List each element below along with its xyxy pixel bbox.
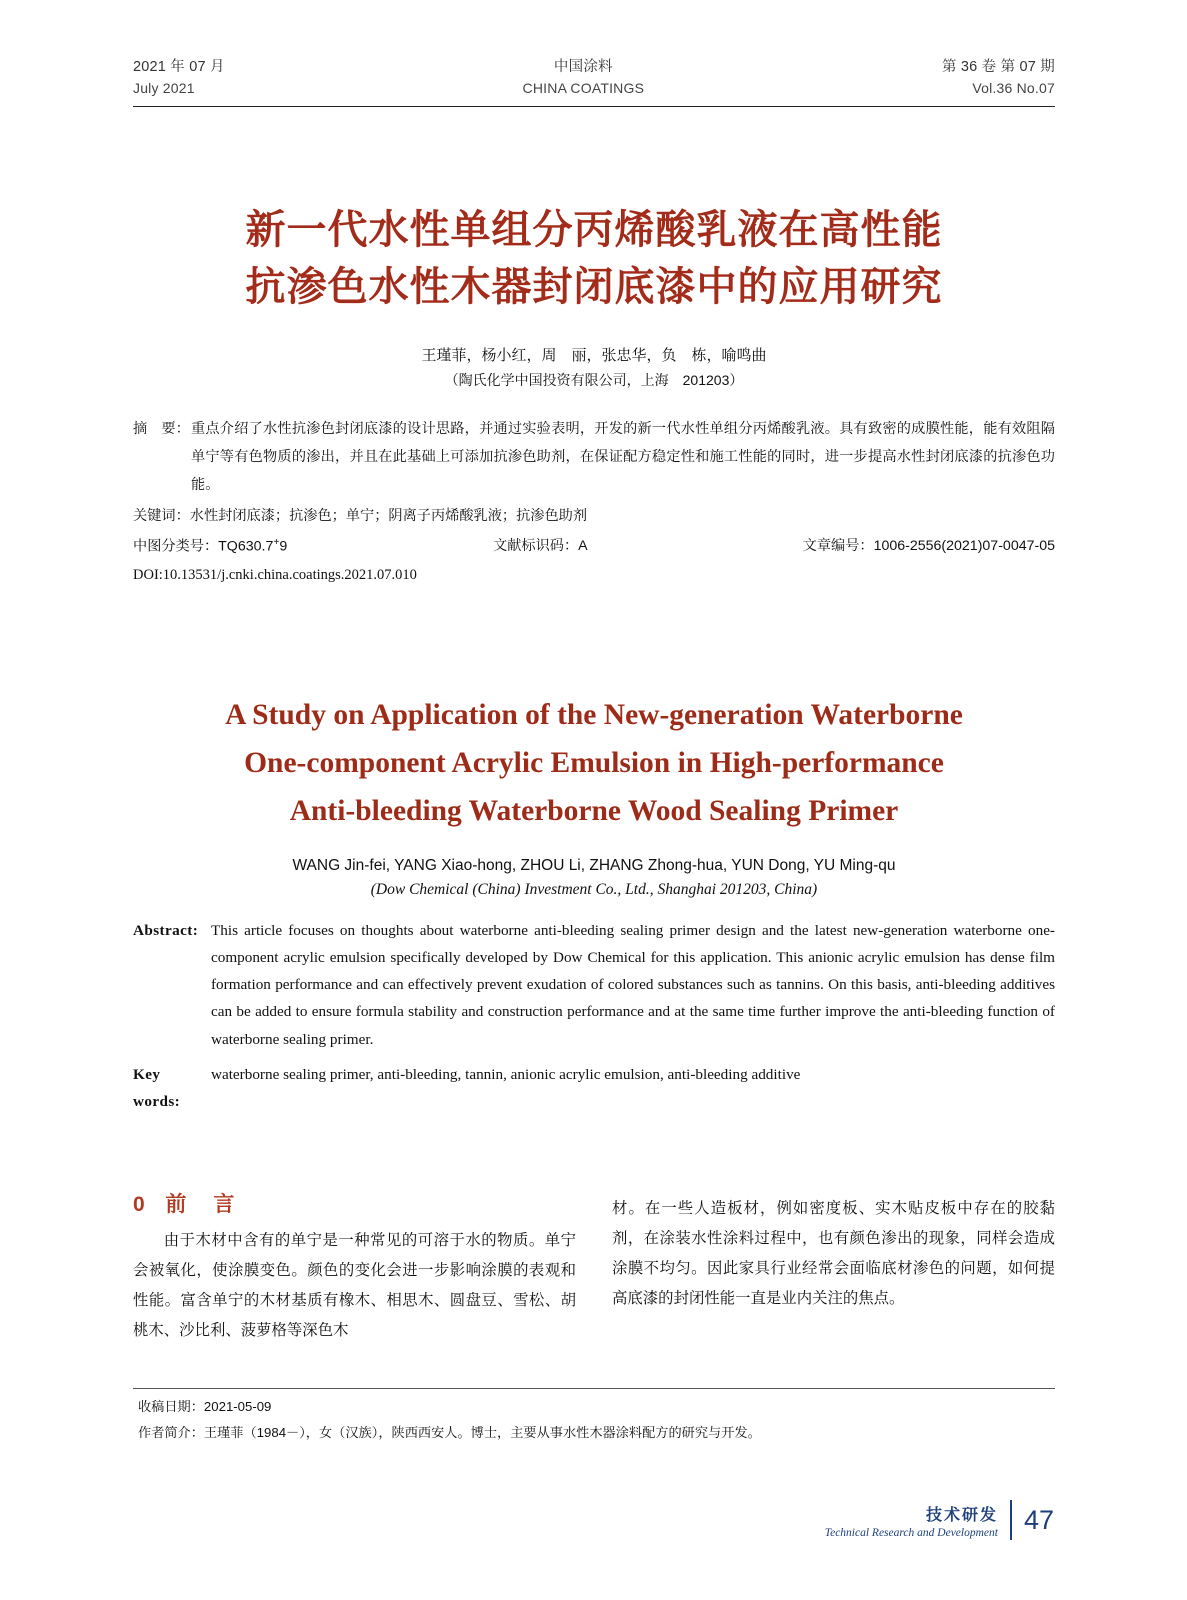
issue-date-cn: 2021 年 07 月 [133, 59, 225, 75]
article-id: 文章编号：1006-2556(2021)07-0047-05 [802, 538, 1055, 554]
author-bio: 作者简介：王瑾菲（1984－），女（汉族），陕西西安人。博士，主要从事水性木器涂料配方的研究与开发。 [138, 1425, 761, 1441]
issue-date-en: July 2021 [133, 80, 195, 97]
footer-section-cn: 技术研发 [925, 1506, 998, 1524]
title-cn [133, 202, 1055, 316]
running-head-right [942, 56, 1055, 100]
journal-name-cn: 中国涂料 [553, 59, 613, 75]
abstract-en-text: This article focuses on thoughts about waterborne anti-bleeding sealing primer design and the latest new-generation waterborne one-component acrylic emulsion specifically developed by Dow Chemical for this application. This anionic acrylic emulsion has dense film formation performance and can effectively prevent exudation of colored substances such as tannins. On this basis, anti-bleeding additives can be added to ensure formula stability and construction performance and at the same time further improve the anti-bleeding function of waterborne sealing primer. [211, 922, 1055, 1048]
title-cn-line2: 抗渗色水性木器封闭底漆中的应用研究 [245, 264, 943, 309]
clc-sup: + [273, 537, 280, 548]
section-number: 0 [133, 1192, 148, 1216]
authors-cn: 王瑾菲，杨小红，周 丽，张忠华，负 栋，喻鸣曲 [421, 346, 767, 364]
body-column-right: 材。在一些人造板材，例如密度板、实木贴皮板中存在的胶黏剂，在涂装水性涂料过程中，也有颜色渗出的现象，同样会造成涂膜不均匀。因此家具行业经常会面临底材渗色的问题，如何提高底漆的封闭性能一直是业内关注的焦点。 [612, 1199, 1055, 1307]
body-column-left: 由于木材中含有的单宁是一种常见的可溶于水的物质。单宁会被氧化，使涂膜变色。颜色的变化会进一步影响涂膜的表观和性能。富含单宁的木材基质有橡木、相思木、圆盘豆、雪松、胡桃木、沙比利、菠萝格等深色木 [133, 1231, 576, 1339]
volume-issue-cn: 第 36 卷 第 07 期 [941, 59, 1055, 75]
keywords-en-label: Key words: [133, 1065, 181, 1110]
footnotes [138, 1394, 1053, 1447]
abstract-en [133, 917, 1055, 1052]
running-head-center [523, 56, 645, 100]
header-divider [133, 106, 1055, 107]
received-date: 收稿日期：2021-05-09 [138, 1399, 272, 1414]
page-footer [825, 1500, 1054, 1540]
title-en [133, 692, 1055, 835]
clc-number [133, 533, 493, 561]
abstract-cn [133, 416, 1055, 499]
page-content [133, 0, 1055, 1346]
affiliation-en: (Dow Chemical (China) Investment Co., Ltd., Shanghai 201203, China) [370, 881, 818, 899]
affiliation-cn: （陶氏化学中国投资有限公司，上海 201203） [444, 372, 744, 389]
volume-issue-en: Vol.36 No.07 [972, 80, 1055, 97]
running-head [133, 56, 1055, 100]
title-en-line1: A Study on Application of the New-generation Waterborne [225, 698, 963, 731]
page-number: 47 [1023, 1504, 1054, 1535]
footnote-divider [133, 1388, 1055, 1389]
keywords-cn: 关键词：水性封闭底漆；抗渗色；单宁；阴离子丙烯酸乳液；抗渗色助剂 [133, 508, 588, 525]
footer-section-name [825, 1502, 998, 1539]
keywords-en [133, 1061, 1055, 1110]
title-en-line3: Anti-bleeding Waterborne Wood Sealing Primer [289, 794, 899, 827]
title-en-line2: One-component Acrylic Emulsion in High-performance [244, 746, 944, 779]
clc-label: 中图分类号： [133, 538, 219, 555]
section-title: 前 言 [165, 1192, 238, 1216]
document-code: 文献标识码：A [493, 538, 588, 554]
abstract-cn-text: 重点介绍了水性抗渗色封闭底漆的设计思路，并通过实验表明，开发的新一代水性单组分丙烯酸乳液。具有致密的成膜性能，能有效阻隔单宁等有色物质的渗出，并且在此基础上可添加抗渗色助剂，在保证配方稳定性和施工性能的同时，进一步提高水性封闭底漆的抗渗色功能。 [191, 421, 1055, 493]
running-head-left [133, 56, 225, 100]
keywords-en-text: waterborne sealing primer, anti-bleeding, tannin, anionic acrylic emulsion, anti-bleeding additive [211, 1065, 801, 1083]
clc-value: TQ630.7 [218, 538, 274, 555]
footer-section-en: Technical Research and Development [824, 1526, 998, 1539]
authors-en: WANG Jin-fei, YANG Xiao-hong, ZHOU Li, ZHANG Zhong-hua, YUN Dong, YU Ming-qu [292, 857, 896, 875]
doi: DOI:10.13531/j.cnki.china.coatings.2021.07.010 [133, 567, 417, 584]
abstract-en-label: Abstract: [133, 922, 199, 940]
classification-row [133, 533, 1055, 561]
clc-tail: 9 [279, 538, 288, 555]
abstract-cn-label: 摘 要： [133, 421, 190, 438]
footer-separator [1010, 1500, 1012, 1540]
title-cn-line1: 新一代水性单组分丙烯酸乳液在高性能 [245, 208, 943, 253]
journal-name-en: CHINA COATINGS [522, 80, 645, 97]
